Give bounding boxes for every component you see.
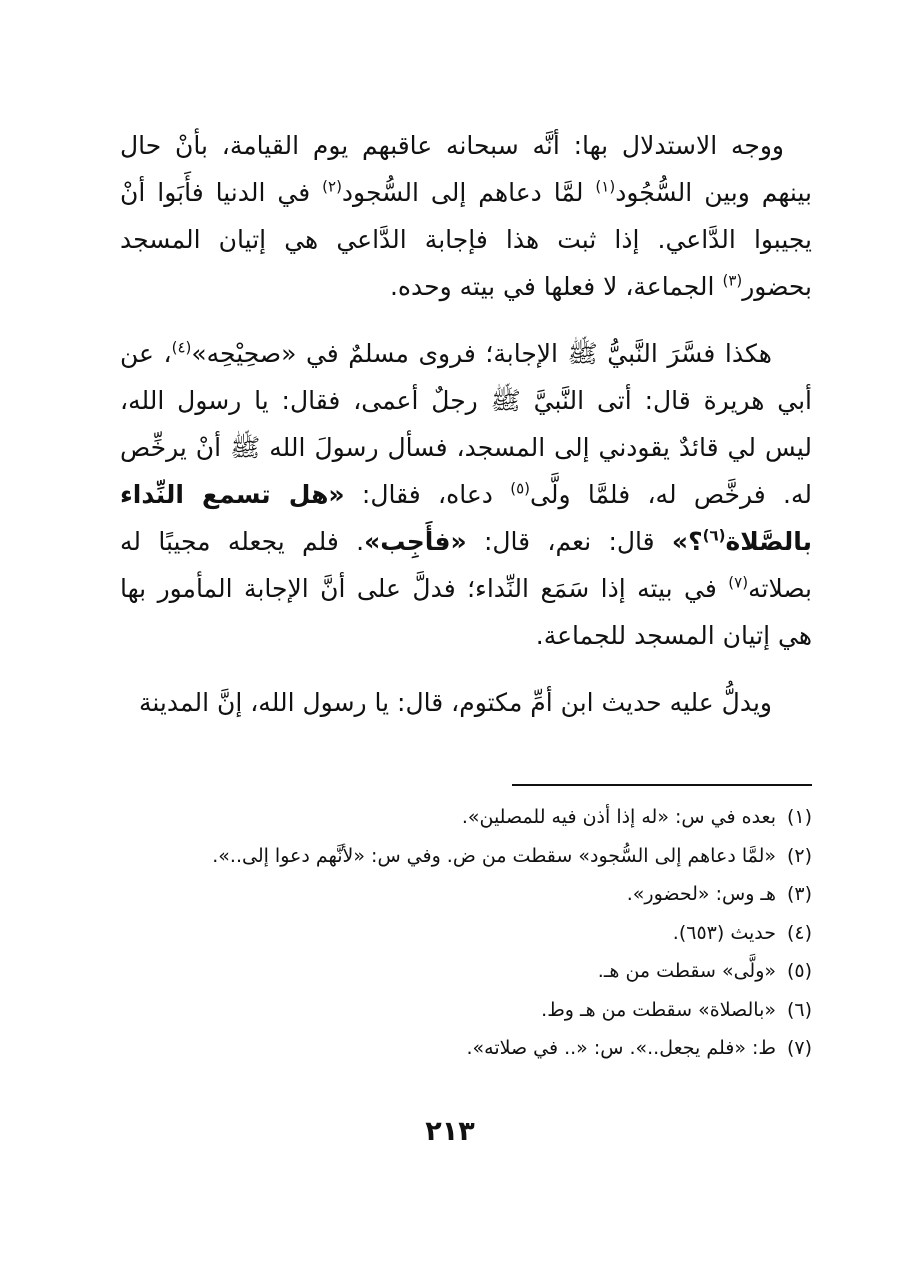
footnote-text: «بالصلاة» سقطت من هـ وط. [541,998,776,1021]
footnote-number: (٤) [786,921,812,944]
footnote-3 [120,875,812,914]
main-text [120,122,812,726]
footnotes [120,798,812,1068]
footnote-separator [512,784,812,786]
hadith-quote-end: ؟» [671,527,703,556]
footnote-text: حديث (٦٥٣). [672,921,776,944]
footnote-6 [120,991,812,1030]
text-run: قال: نعم، قال: [466,527,672,556]
text-run: دعاه، فقال: [344,480,511,509]
footnote-text: هـ وس: «لحضور». [626,883,776,905]
footnote-1 [120,798,812,837]
text-run: ، عن أبي هريرة قال: أتى النَّبيَّ ﷺ رجلٌ أعمى، فقال: يا رسول الله، ليس لي قائدٌ يقودني إلى المسجد، فسأل رسولَ الله ﷺ أنْ يرخِّص له. فرخَّص له، فلمَّا ولَّى [120,339,813,509]
text-run: لمَّا دعاهم إلى السُّجود [341,178,596,207]
footnote-text: ط: «فلم يجعل..». س: «.. في صلاته». [466,1037,776,1059]
text-run: في الدنيا فأَبَوا أنْ يجيبوا الدَّاعي. إذا ثبت هذا فإجابة الدَّاعي هي إتيان المسجد بحضور [120,178,812,301]
footnote-number: (٣) [786,883,812,905]
footnote-ref-7: (٧) [728,573,749,592]
footnote-ref-3: (٣) [722,271,743,290]
footnote-7 [120,1029,812,1068]
footnote-ref-4: (٤) [171,338,192,357]
text-run: في بيته إذا سَمَع النِّداء؛ فدلَّ على أنَّ الإجابة المأمور بها هي إتيان المسجد للجماعة. [120,574,812,650]
page-number: ٢١٣ [425,1116,475,1147]
paragraph-1 [120,122,812,310]
footnote-number: (٧) [786,1037,812,1059]
text-run: . فلم يجعله مجيبًا له بصلاته [120,527,812,603]
paragraph-3: ويدلُّ عليه حديث ابن أمِّ مكتوم، قال: يا رسول الله، إنَّ المدينة [138,688,772,717]
footnote-number: (٥) [786,960,812,982]
footnote-number: (١) [786,806,812,828]
paragraph-2 [120,330,812,659]
footnote-text: «لمَّا دعاهم إلى السُّجود» سقطت من ض. وفي س: «لأنَّهم دعوا إلى..». [212,844,776,867]
footnote-text: «ولَّى» سقطت من هـ. [597,960,776,982]
hadith-quote-answer: «فأَجِب» [364,527,467,556]
footnote-4 [120,914,812,953]
hadith-quote: «هل تسمع النِّداء بالصَّلاة [120,480,812,556]
text-run: هكذا فسَّرَ النَّبيُّ ﷺ الإجابة؛ فروى مسلمٌ في «صحِيْحِه» [191,339,772,368]
footnote-number: (٢) [786,844,812,867]
footnote-5 [120,952,812,991]
footnote-number: (٦) [786,998,812,1021]
text-run: ووجه الاستدلال بها: أنَّه سبحانه عاقبهم يوم القيامة، بأنْ حال بينهم وبين السُّجُود [120,131,812,207]
footnote-ref-2: (٢) [322,177,342,196]
footnote-ref-1: (١) [595,177,616,196]
footnote-2 [120,837,812,876]
footnote-ref-6: (٦) [702,526,726,545]
footnote-text: بعده في س: «له إذا أذن فيه للمصلين». [461,806,776,828]
footnote-ref-5: (٥) [510,479,530,498]
text-run: الجماعة، لا فعلها في بيته وحده. [389,272,723,301]
